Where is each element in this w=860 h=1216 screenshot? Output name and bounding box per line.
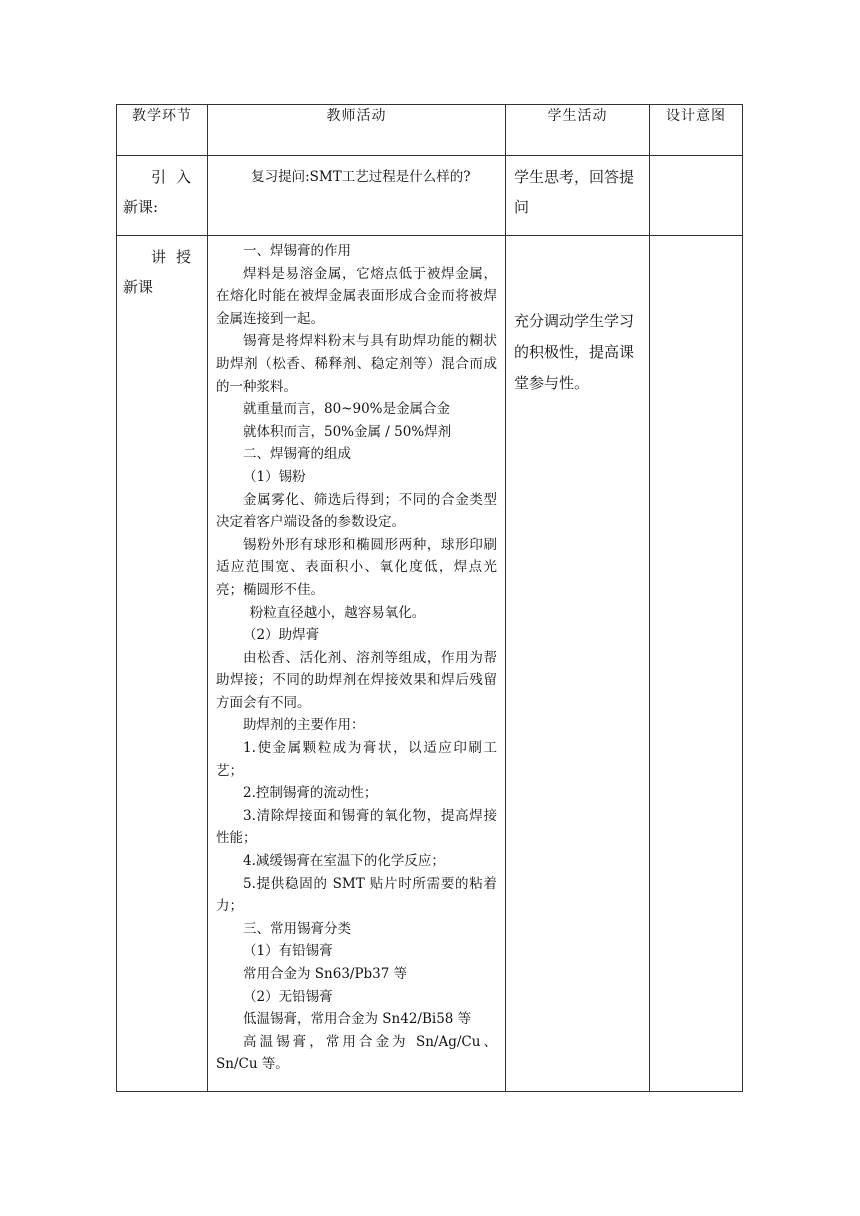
teach-student-text: 充分调动学生学习的积极性，提高课堂参与性。 [514,312,635,392]
teacher-paragraph: 5.提供稳固的 SMT 贴片时所需要的粘着力； [216,875,497,915]
teacher-activity-content [208,236,505,1076]
teacher-paragraph: 焊料是易溶金属，它熔点低于被焊金属，在熔化时能在被焊金属表面形成合金而将被焊金属连接到一起。 [216,265,497,327]
teacher-paragraph: 2.控制锡膏的流动性； [243,785,378,802]
teacher-paragraph: 助焊剂的主要作用： [243,717,365,734]
teach-stage-cell [117,236,208,1092]
intro-stage-line1: 引入 [150,168,201,186]
teacher-paragraph: 金属雾化、筛选后得到；不同的合金类型决定着客户端设备的参数设定。 [216,491,497,531]
intro-stage-cell [117,156,208,236]
teacher-paragraph: 常用合金为 Sn63/Pb37 等 [243,966,408,982]
teach-stage-line2: 新课 [123,278,154,296]
teach-row [117,236,743,1092]
teach-student-cell [506,236,650,1092]
intro-design-cell [650,156,743,236]
teacher-paragraph: 就体积而言，50%金属 / 50%焊剂 [243,423,452,440]
teacher-paragraph: （2）助焊膏 [243,627,320,644]
intro-row [117,156,743,236]
teacher-paragraph: 一、焊锡膏的作用 [243,243,351,259]
intro-teacher-cell [208,156,506,236]
teacher-paragraph: 由松香、活化剂、溶剂等组成，作用为帮助焊接；不同的助焊剂在焊接效果和焊后残留方面会有不同。 [216,649,497,711]
teacher-paragraph: 粉粒直径越小，越容易氧化。 [249,604,426,621]
teacher-paragraph: （1）有铅锡膏 [243,943,333,960]
teacher-paragraph: 低温锡膏，常用合金为 Sn42/Bi58 等 [243,1011,472,1028]
teacher-paragraph: （1）锡粉 [243,468,306,485]
teach-design-cell [650,236,743,1092]
teacher-paragraph: （2）无铅锡膏 [243,988,333,1005]
intro-stage-line2: 新课: [123,198,159,216]
teacher-paragraph: 就重量而言，80~90%是金属合金 [243,401,450,418]
teacher-paragraph: 3.清除焊接面和锡膏的氧化物，提高焊接性能； [216,807,497,847]
teacher-paragraph: 二、焊锡膏的组成 [243,446,351,463]
header-student: 学生活动 [506,105,650,156]
header-teacher: 教师活动 [208,105,506,156]
teacher-paragraph: 4.减缓锡膏在室温下的化学反应； [243,853,445,870]
teacher-paragraph: 锡膏是将焊料粉末与具有助焊功能的糊状助焊剂（松香、稀释剂、稳定剂等）混合而成的一种浆料。 [216,333,497,395]
intro-student-cell [506,156,650,236]
intro-student-text: 学生思考，回答提问 [514,168,635,216]
header-design: 设计意图 [650,105,743,156]
teacher-paragraph: 三、常用锡膏分类 [243,920,351,937]
header-row [117,105,743,156]
teacher-paragraph: 锡粉外形有球形和椭圆形两种，球形印刷适应范围宽、表面积小、氧化度低，焊点光亮；椭圆形不佳。 [216,536,497,598]
teacher-paragraph: 高温锡膏，常用合金为 Sn/Ag/Cu、Sn/Cu 等。 [216,1033,497,1073]
teach-stage-line1: 讲授 [150,248,201,266]
intro-teacher-text: 复习提问:SMT工艺过程是什么样的? [251,169,471,185]
header-stage: 教学环节 [117,105,208,156]
teach-teacher-cell [208,236,506,1092]
teacher-paragraph: 1.使金属颗粒成为膏状，以适应印刷工艺； [216,740,497,779]
lesson-plan-table [116,104,743,1092]
